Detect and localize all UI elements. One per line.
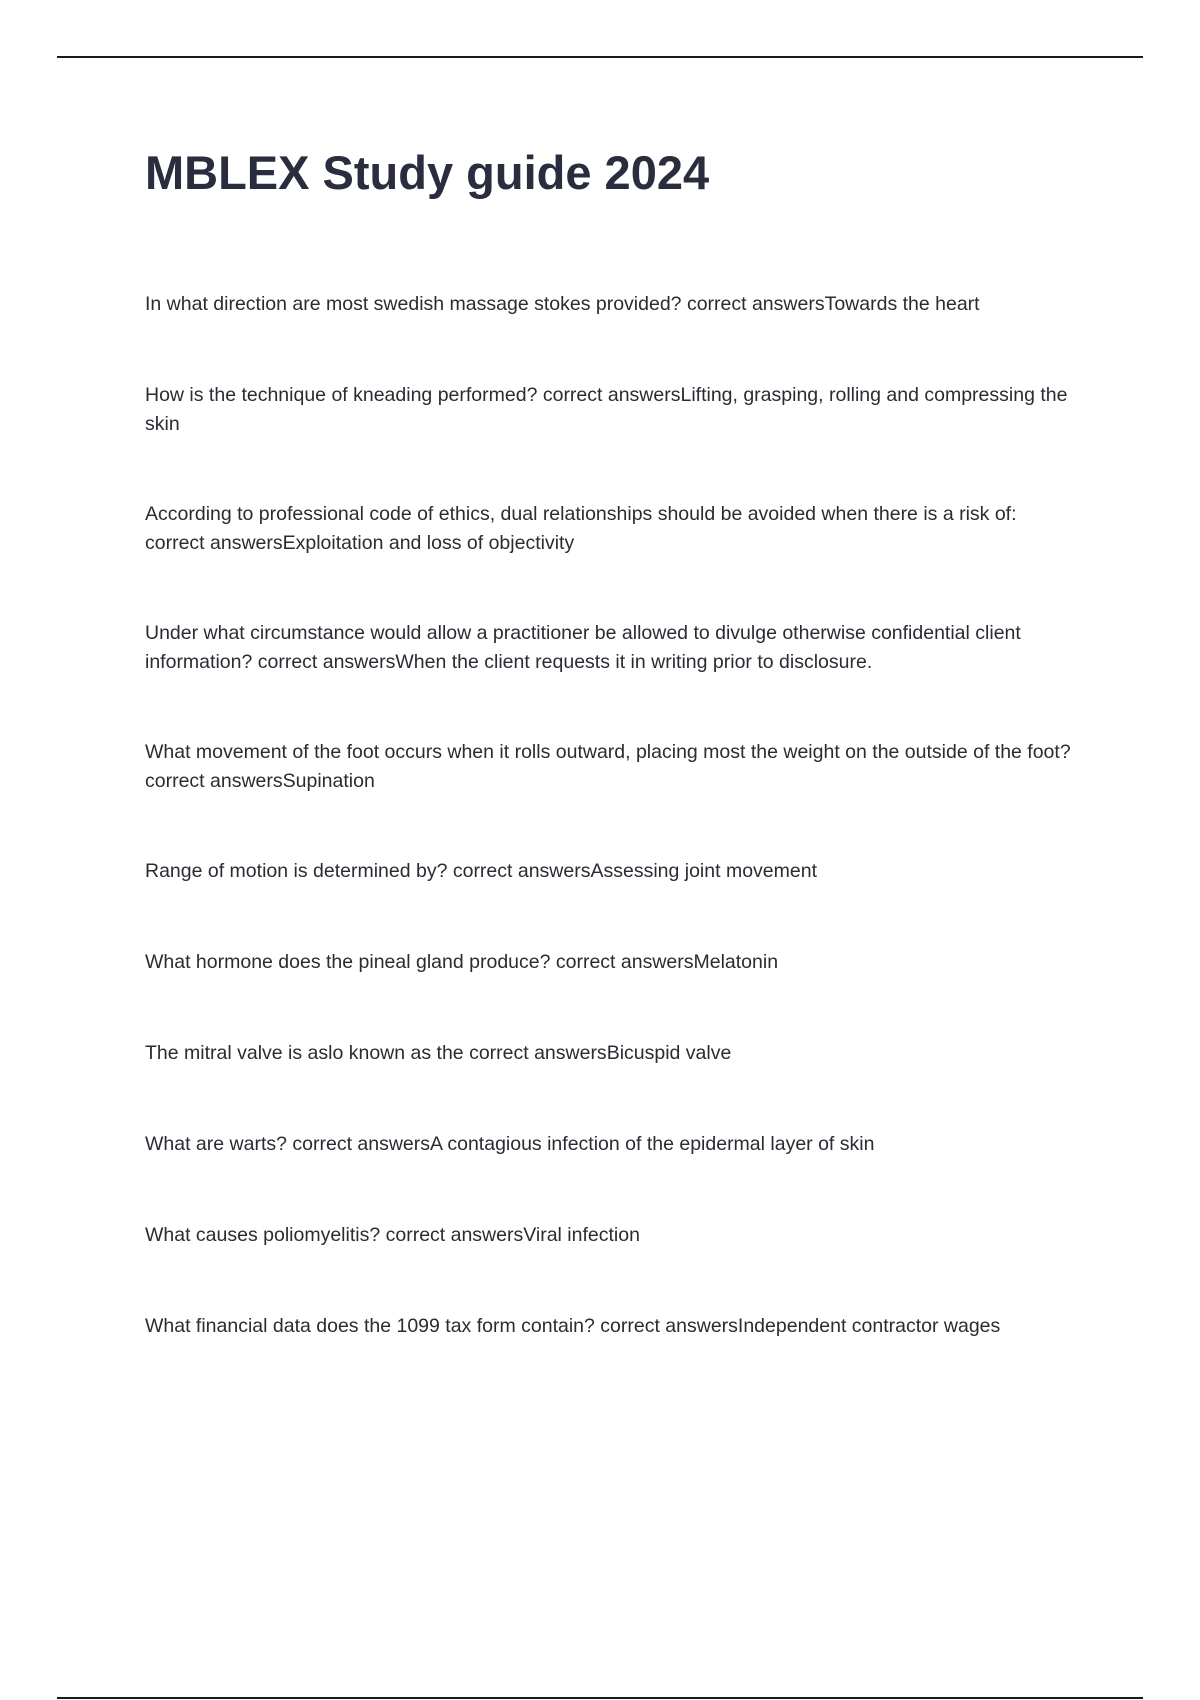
answer-text: Exploitation and loss of objectivity [282, 532, 575, 554]
qa-item [145, 1221, 1080, 1250]
question-text: What hormone does the pineal gland produce? [145, 951, 551, 973]
answer-marker: correct answers [686, 293, 825, 315]
answer-marker: correct answers [292, 1133, 431, 1155]
answer-text: Independent contractor wages [737, 1315, 1001, 1337]
question-answer-list [145, 290, 1080, 1403]
answer-text: Viral infection [523, 1224, 640, 1246]
answer-text: Supination [282, 770, 375, 792]
qa-item [145, 290, 1080, 319]
answer-marker: correct answers [452, 860, 591, 882]
answer-text: Melatonin [693, 951, 779, 973]
qa-item [145, 500, 1080, 558]
answer-text: A contagious infection of the epidermal layer of skin [430, 1133, 875, 1155]
question-text: In what direction are most swedish massage stokes provided? [145, 293, 682, 315]
answer-text: Towards the heart [824, 293, 980, 315]
qa-item [145, 738, 1080, 796]
question-text: Under what circumstance would allow a practitioner be allowed to divulge otherwise confidential client information? [145, 622, 1021, 673]
qa-item [145, 948, 1080, 977]
question-text: What financial data does the 1099 tax form contain? [145, 1315, 595, 1337]
qa-item [145, 619, 1080, 677]
answer-text: When the client requests it in writing prior to disclosure. [395, 651, 873, 673]
question-text: What are warts? [145, 1133, 287, 1155]
bottom-divider [57, 1697, 1143, 1699]
question-text: According to professional code of ethics, dual relationships should be avoided when there is a risk of: [145, 503, 1017, 525]
question-text: How is the technique of kneading performed? [145, 384, 538, 406]
answer-text: Lifting, grasping, rolling and compressing the skin [145, 384, 1068, 435]
qa-item [145, 1039, 1080, 1068]
question-text: What causes poliomyelitis? [145, 1224, 381, 1246]
answer-text: Assessing joint movement [590, 860, 817, 882]
qa-item [145, 381, 1080, 439]
answer-marker: correct answers [257, 651, 396, 673]
answer-marker: correct answers [145, 770, 283, 792]
question-text: The mitral valve is aslo known as the [145, 1042, 464, 1064]
answer-marker: correct answers [469, 1042, 607, 1064]
answer-marker: correct answers [542, 384, 681, 406]
qa-item [145, 1130, 1080, 1159]
answer-marker: correct answers [145, 532, 283, 554]
answer-marker: correct answers [600, 1315, 738, 1337]
answer-marker: correct answers [385, 1224, 524, 1246]
answer-marker: correct answers [555, 951, 694, 973]
qa-item [145, 1312, 1080, 1341]
qa-item [145, 857, 1080, 886]
question-text: Range of motion is determined by? [145, 860, 448, 882]
page-title: MBLEX Study guide 2024 [145, 146, 710, 199]
top-divider [57, 56, 1143, 58]
question-text: What movement of the foot occurs when it rolls outward, placing most the weight on the outside of the foot? [145, 741, 1071, 763]
answer-text: Bicuspid valve [606, 1042, 732, 1064]
